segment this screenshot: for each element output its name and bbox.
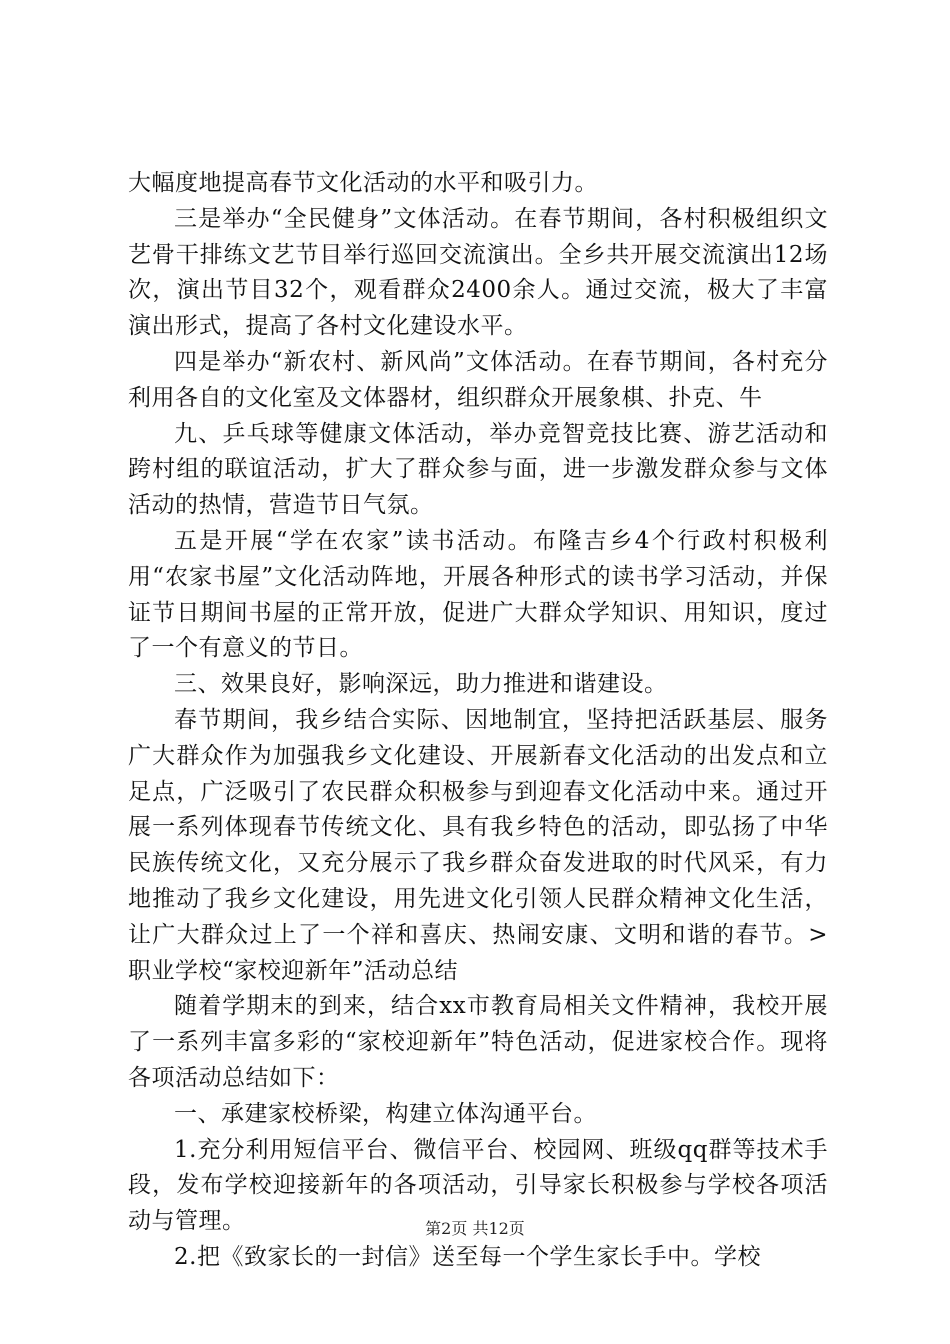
section-heading-3: 三、效果良好，影响深远，助力推进和谐建设。 [174,671,668,698]
paragraph-8: 随着学期末的到来，结合xx市教育局相关文件精神，我校开展了一系列丰富多彩的“家校迎新年”特色活动，促进家校合作。现将各项活动总结如下： [128,993,828,1091]
paragraph-7: 春节期间，我乡结合实际、因地制宜，坚持把活跃基层、服务广大群众作为加强我乡文化建设、开展新春文化活动的出发点和立足点，广泛吸引了农民群众积极参与到迎春文化活动中来。通过开展一系列体现春节传统文化、具有我乡特色的活动，即弘扬了中华民族传统文化，又充分展示了我乡群众奋发进取的时代风采，有力地推动了我乡文化建设，用先进文化引领人民群众精神文化生活，让广大群众过上了一个祥和喜庆、热闹安康、文明和谐的春节。>职业学校“家校迎新年”活动总结 [128,706,828,984]
list-item-2: 2.把《致家长的一封信》送至每一个学生家长手中。学校 [174,1243,761,1270]
paragraph-3: 四是举办“新农村、新风尚”文体活动。在春节期间，各村充分利用各自的文化室及文体器材，组织群众开展象棋、扑克、牛 [128,348,828,411]
paragraph-4: 九、乒乓球等健康文体活动，举办竞智竞技比赛、游艺活动和跨村组的联谊活动，扩大了群众参与面，进一步激发群众参与文体活动的热情，营造节日气氛。 [128,420,828,519]
section-heading-1: 一、承建家校桥梁，构建立体沟通平台。 [174,1100,597,1127]
paragraph-5: 五是开展“学在农家”读书活动。布隆吉乡4个行政村积极利用“农家书屋”文化活动阵地，开展各种形式的读书学习活动，并保证节日期间书屋的正常开放，促进广大群众学知识、用知识，度过了一个有意义的节日。 [128,527,828,662]
list-item-1: 1.充分利用短信平台、微信平台、校园网、班级qq群等技术手段，发布学校迎接新年的各项活动，引导家长积极参与学校各项活动与管理。 [128,1136,828,1235]
page-footer: 第2页 共12页 [425,1219,525,1238]
document-body [128,166,828,1276]
paragraph-1: 大幅度地提高春节文化活动的水平和吸引力。 [128,170,598,196]
paragraph-2: 三是举办“全民健身”文体活动。在春节期间，各村积极组织文艺骨干排练文艺节目举行巡回交流演出。全乡共开展交流演出12场次，演出节目32个，观看群众2400余人。通过交流，极大了丰富演出形式，提高了各村文化建设水平。 [128,205,828,340]
